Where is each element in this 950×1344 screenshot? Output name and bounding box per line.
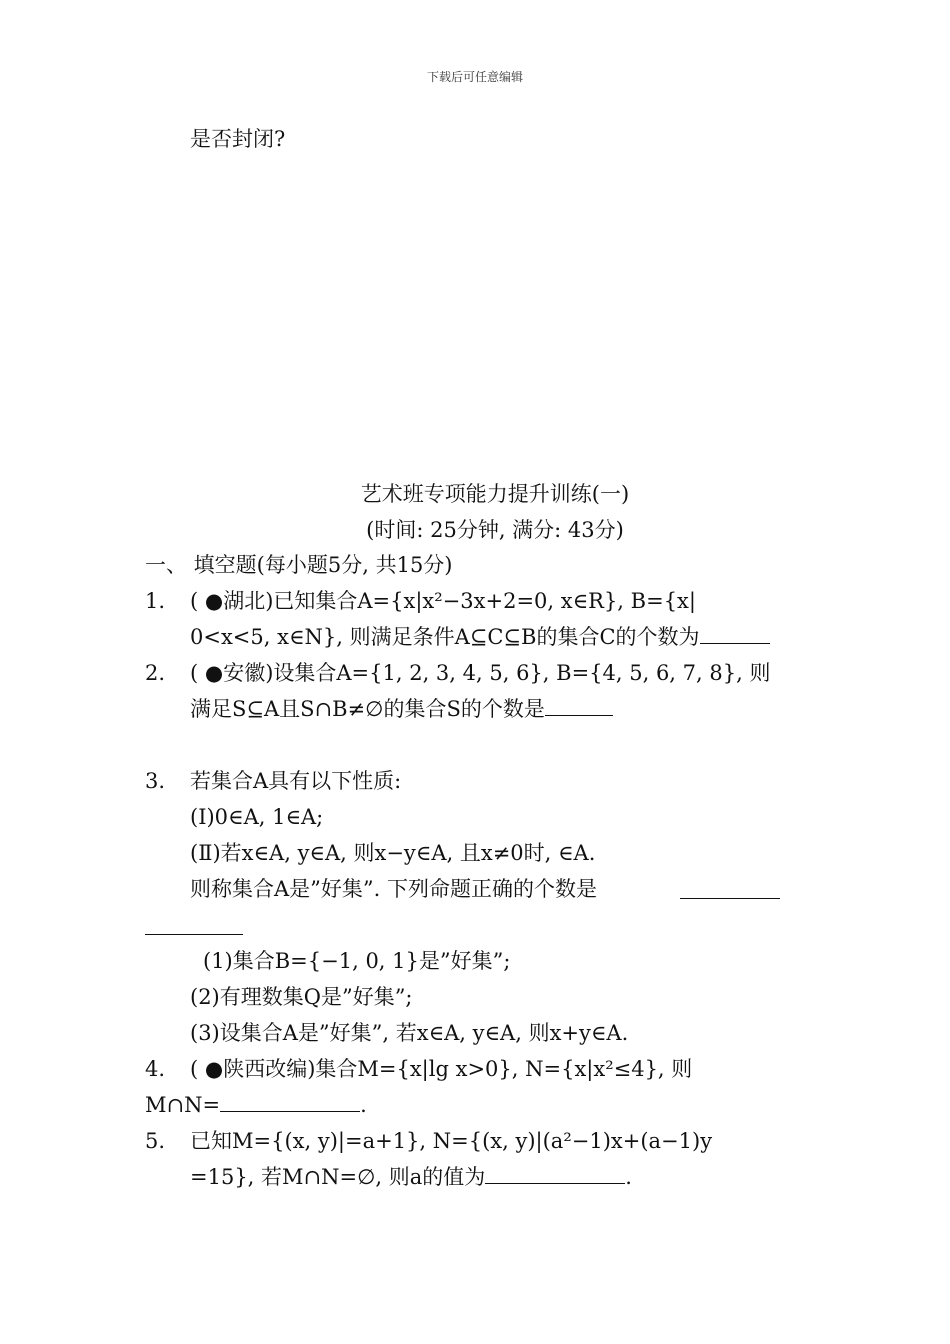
q4-number: 4. [145,1057,166,1081]
q1-line2 [190,622,770,652]
previous-question-tail: 是否封闭? [190,127,286,151]
q3-statement-1: (1)集合B={−1, 0, 1}是”好集”; [203,949,511,973]
q2-answer-blank[interactable] [545,695,613,716]
q2-line2-text: 满足S⊆A且S∩B≠∅的集合S的个数是 [190,697,545,721]
q3-statement-2: (2)有理数集Q是”好集”; [190,985,413,1009]
q3-property-1: (Ⅰ)0∈A, 1∈A; [190,805,324,829]
q4-line1: ( ●陕西改编)集合M={x|lg x>0}, N={x|x²≤4}, 则 [190,1057,693,1081]
page-header: 下载后可任意编辑 [426,70,523,84]
section-heading: 一、 填空题(每小题5分, 共15分) [145,553,453,577]
q2-number: 2. [145,661,166,685]
q4-period: . [360,1093,367,1117]
q1-line2-text: 0<x<5, x∈N}, 则满足条件A⊆C⊆B的集合C的个数为 [190,625,700,649]
document-title: 艺术班专项能力提升训练(一) [360,482,630,506]
q5-period: . [625,1165,632,1189]
q4-line2 [145,1090,367,1120]
q3-property-2: (Ⅱ)若x∈A, y∈A, 则x−y∈A, 且x≠0时, ∈A. [190,841,596,865]
q2-line1: ( ●安徽)设集合A={1, 2, 3, 4, 5, 6}, B={4, 5, 6, 7, 8}, 则 [190,661,771,685]
q4-line2-text: M∩N= [145,1093,221,1117]
q3-statement-3: (3)设集合A是”好集”, 若x∈A, y∈A, 则x+y∈A. [190,1021,629,1045]
q3-number: 3. [145,769,166,793]
q5-line2-text: =15}, 若M∩N=∅, 则a的值为 [190,1165,486,1189]
q2-line2 [190,694,613,724]
q1-line1: ( ●湖北)已知集合A={x|x²−3x+2=0, x∈R}, B={x| [190,589,696,613]
q1-answer-blank[interactable] [700,623,770,644]
q5-line2 [190,1162,632,1192]
document-subtitle: (时间: 25分钟, 满分: 43分) [366,518,624,542]
q3-prompt: 则称集合A是”好集”. 下列命题正确的个数是 [190,877,597,901]
q5-number: 5. [145,1129,166,1153]
q3-answer-blank-a[interactable] [680,898,780,899]
q3-line1: 若集合A具有以下性质: [190,769,402,793]
q5-answer-blank[interactable] [485,1163,625,1184]
q4-answer-blank[interactable] [220,1091,360,1112]
q5-line1: 已知M={(x, y)|=a+1}, N={(x, y)|(a²−1)x+(a−1)y [190,1129,713,1153]
q3-answer-blank-b[interactable] [145,934,243,935]
q1-number: 1. [145,589,166,613]
